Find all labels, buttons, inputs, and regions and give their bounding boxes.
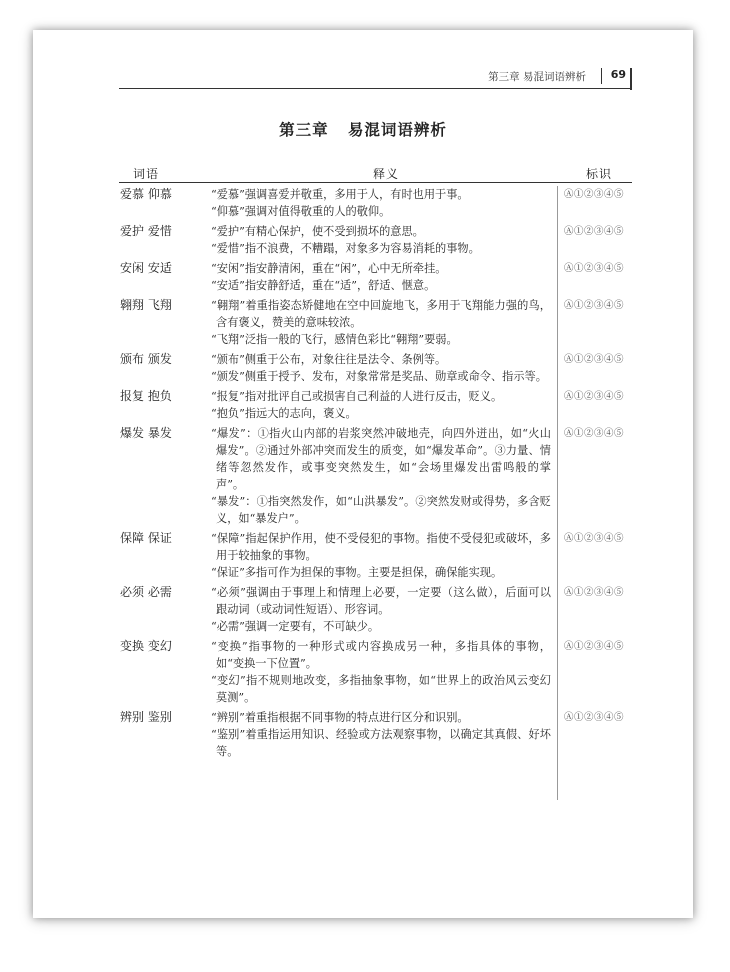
entry-terms: 保障 保证 (120, 531, 172, 545)
list-item (33, 584, 693, 635)
entry-terms: 爱慕 仰慕 (120, 187, 172, 201)
entry-marks: Ⓐ①②③④⑤ (564, 263, 625, 274)
entry-marks: Ⓐ①②③④⑤ (564, 189, 625, 200)
definition-text: “抱负”指远大的志向，褒义。 (211, 407, 357, 420)
entry-definitions (211, 425, 551, 527)
list-item (33, 223, 693, 257)
definition-text: “安适”指安静舒适，重在“适”，舒适、惬意。 (211, 279, 436, 292)
definition-text: “爆发”：①指火山内部的岩浆突然冲破地壳，向四外迸出，如“火山爆发”。②通过外部冲突而发生的质变，如“爆发革命”。③力量、情绪等忽然发作，或事变突然发生，如“会场里爆发出雷鸣般的掌声”。 (211, 427, 551, 491)
running-head (119, 66, 632, 89)
entry-terms: 报复 抱负 (120, 389, 172, 403)
definition-text: “保证”多指可作为担保的事物。主要是担保，确保能实现。 (211, 566, 503, 579)
entry-definitions (211, 530, 551, 581)
definition-text: “颁布”侧重于公布，对象往往是法令、条例等。 (211, 353, 447, 366)
entry-definitions (211, 186, 551, 220)
column-header-marks: 标识 (586, 167, 613, 181)
entry-list (33, 186, 693, 763)
definition-text: “爱惜”指不浪费，不糟蹋，对象多为容易消耗的事物。 (211, 242, 480, 255)
entry-definitions (211, 638, 551, 706)
entry-definitions (211, 260, 551, 294)
entry-marks: Ⓐ①②③④⑤ (564, 587, 625, 598)
entry-marks: Ⓐ①②③④⑤ (564, 226, 625, 237)
entry-terms: 辨别 鉴别 (120, 710, 172, 724)
list-item (33, 388, 693, 422)
entry-definitions (211, 351, 551, 385)
definition-text: “颁发”侧重于授予、发布，对象常常是奖品、勋章或命令、指示等。 (211, 370, 547, 383)
list-item (33, 638, 693, 706)
entry-marks: Ⓐ①②③④⑤ (564, 641, 625, 652)
list-item (33, 425, 693, 527)
page-title: 第三章 易混词语辨析 (279, 121, 447, 139)
list-item (33, 186, 693, 220)
definition-text: “翱翔”着重指姿态矫健地在空中回旋地飞，多用于飞翔能力强的鸟，含有褒义，赞美的意味较浓。 (211, 299, 551, 329)
definition-text: “辨别”着重指根据不同事物的特点进行区分和识别。 (211, 711, 469, 724)
header-rule (119, 182, 632, 183)
entry-terms: 爆发 暴发 (120, 426, 172, 440)
entry-terms: 爱护 爱惜 (120, 224, 172, 238)
definition-text: “安闲”指安静清闲，重在“闲”，心中无所牵挂。 (211, 262, 447, 275)
entry-marks: Ⓐ①②③④⑤ (564, 300, 625, 311)
list-item (33, 709, 693, 760)
entry-marks: Ⓐ①②③④⑤ (564, 712, 625, 723)
definition-text: “爱慕”强调喜爱并敬重，多用于人，有时也用于事。 (211, 188, 469, 201)
entry-terms: 颁布 颁发 (120, 352, 172, 366)
definition-text: “爱护”有精心保护，使不受到损坏的意思。 (211, 225, 424, 238)
book-page (33, 30, 693, 918)
list-item (33, 260, 693, 294)
entry-marks: Ⓐ①②③④⑤ (564, 428, 625, 439)
running-head-bar (630, 68, 632, 90)
entry-definitions (211, 388, 551, 422)
entry-definitions (211, 709, 551, 760)
running-head-divider (601, 68, 602, 84)
definition-text: “必需”强调一定要有，不可缺少。 (211, 620, 380, 633)
entry-marks: Ⓐ①②③④⑤ (564, 533, 625, 544)
entry-terms: 必须 必需 (120, 585, 172, 599)
definition-text: “飞翔”泛指一般的飞行，感情色彩比“翱翔”要弱。 (211, 333, 458, 346)
page-number: 69 (610, 68, 626, 81)
entry-terms: 安闲 安适 (120, 261, 172, 275)
list-item (33, 297, 693, 348)
entry-definitions (211, 223, 551, 257)
definition-text: “变幻”指不规则地改变，多指抽象事物，如“世界上的政治风云变幻莫测”。 (211, 674, 551, 704)
list-item (33, 530, 693, 581)
column-header-terms: 词语 (133, 167, 160, 181)
running-head-chapter: 第三章 易混词语辨析 (488, 71, 586, 83)
entry-definitions (211, 297, 551, 348)
entry-definitions (211, 584, 551, 635)
entry-terms: 翱翔 飞翔 (120, 298, 172, 312)
definition-text: “保障”指起保护作用，使不受侵犯的事物。指使不受侵犯或破坏，多用于较抽象的事物。 (211, 532, 551, 562)
definition-text: “必须”强调由于事理上和情理上必要，一定要（这么做），后面可以跟动词（或动词性短语）、形容词。 (211, 586, 551, 616)
column-header-definition: 释义 (373, 167, 400, 181)
definition-text: “暴发”：①指突然发作，如“山洪暴发”。②突然发财或得势，多含贬义，如“暴发户”。 (211, 495, 551, 525)
list-item (33, 351, 693, 385)
definition-text: “仰慕”强调对值得敬重的人的敬仰。 (211, 205, 391, 218)
entry-marks: Ⓐ①②③④⑤ (564, 391, 625, 402)
definition-text: “报复”指对批评自己或损害自己利益的人进行反击，贬义。 (211, 390, 503, 403)
definition-text: “鉴别”着重指运用知识、经验或方法观察事物，以确定其真假、好坏等。 (211, 728, 551, 758)
entry-terms: 变换 变幻 (120, 639, 172, 653)
definition-text: “变换”指事物的一种形式或内容换成另一种，多指具体的事物，如“变换一下位置”。 (211, 640, 551, 670)
entry-marks: Ⓐ①②③④⑤ (564, 354, 625, 365)
